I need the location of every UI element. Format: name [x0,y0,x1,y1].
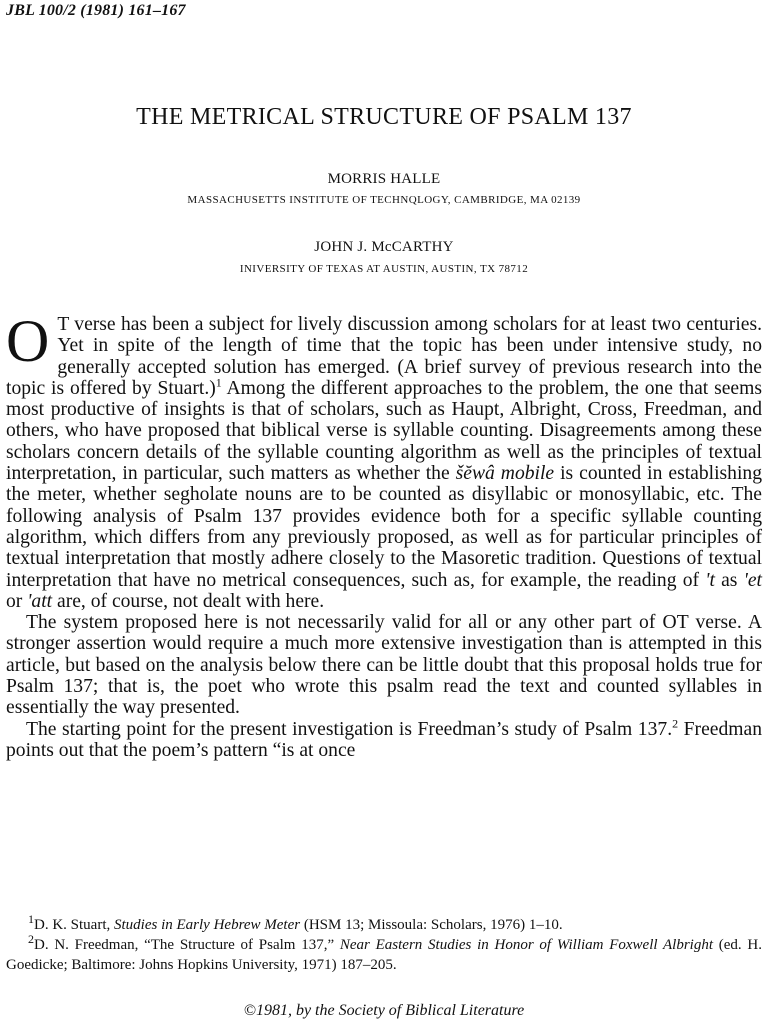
footnote-1-text-b: (HSM 13; Missoula: Scholars, 1976) 1–10. [300,917,563,933]
author-affiliation-2: INIVERSITY OF TEXAS AT AUSTIN, AUSTIN, TX 78712 [239,263,529,275]
footnote-2-book-title: Near Eastern Studies in Honor of William Foxwell Albright [339,937,714,953]
footnote-2-text-b: (ed. H. Goedicke; Baltimore: Johns Hopkins University, 1971) 187–205. [6,937,762,973]
article-title: THE METRICAL STRUCTURE OF PSALM 137 [136,104,632,130]
footnote-ref-1[interactable]: 1 [215,375,222,390]
author-name-2: JOHN J. McCARTHY [314,239,454,255]
paragraph-1 [6,308,762,612]
article-body [6,308,763,761]
paragraph-1-text-a: T verse has been a subject for lively discussion among scholars for at least two centuries. Yet in spite of the length of time that the topic has been under intensive study, no generally accepted solution has emerged. (A brief survey of previous research into the topic is offered by Stuart.) [6,314,762,399]
footnote-1-text-a: D. K. Stuart, [34,917,114,933]
term-shewa-mobile: šĕwâ mobile [455,463,555,485]
footnote-2-text-a: D. N. Freedman, “The Structure of Psalm 137,” [34,937,340,953]
paragraph-3-text-a: The starting point for the present investigation is Freedman’s study of Psalm 137. [26,718,673,740]
paragraph-3 [6,716,763,762]
footnote-2-number: 2 [28,932,34,946]
footnote-1-book-title: Studies in Early Hebrew Meter [114,917,301,933]
paragraph-1-text-d: as [714,569,744,591]
footnotes [6,912,762,975]
term-att: 'att [27,590,53,612]
paragraph-2: The system proposed here is not necessarily valid for all or any other part of OT verse. A stronger assertion would require a much more extensive investigation than is attempted in this article, but based on the analysis below there can be little doubt that this proposal holds true for Psalm 137; that is, the poet who wrote this psalm read the text and counted syllables in essentially the way presented. [6,612,762,719]
term-t: 't [705,569,715,591]
author-name-1: MORRIS HALLE [327,171,441,187]
paragraph-1-text-b: Among the different approaches to the problem, the one that seems most productive of insights is that of scholars, such as Haupt, Albright, Cross, Freedman, and others, who have proposed that biblical verse is syllable counting. Disagreements among these scholars concern details of the syllable counting algorithm as well as the principles of textual interpretation, in particular, such matters as whether the [6,377,762,485]
paragraph-1-text-e: or [6,590,28,612]
drop-cap: O [6,308,50,374]
journal-reference: JBL 100/2 (1981) 161–167 [6,2,186,19]
footnote-1 [6,912,762,935]
paragraph-1-text-c: is counted in establishing the meter, whether segholate nouns are to be counted as disyllabic or monosyllabic, etc. The following analysis of Psalm 137 provides evidence both for a specific syllable counting algorithm, which differs from any previously proposed, as well as for particular principles of textual interpretation that mostly adhere closely to the Masoretic tradition. Questions of textual interpretation that have no metrical consequences, such as, for example, the reading of [6,463,762,591]
term-et: 'et [743,569,762,591]
paragraph-3-text-b: Freedman points out that the poem’s pattern “is at once [6,718,763,761]
author-affiliation-1: MASSACHUSETTS INSTITUTE OF TECHNQLOGY, CAMBRIDGE, MA 02139 [187,194,581,206]
footnote-2 [6,932,762,975]
footnote-1-number: 1 [28,912,34,926]
footnote-ref-2[interactable]: 2 [672,716,679,731]
copyright-notice: ©1981, by the Society of Biblical Literature [243,1002,525,1019]
paragraph-1-text-f: are, of course, not dealt with here. [52,590,325,612]
